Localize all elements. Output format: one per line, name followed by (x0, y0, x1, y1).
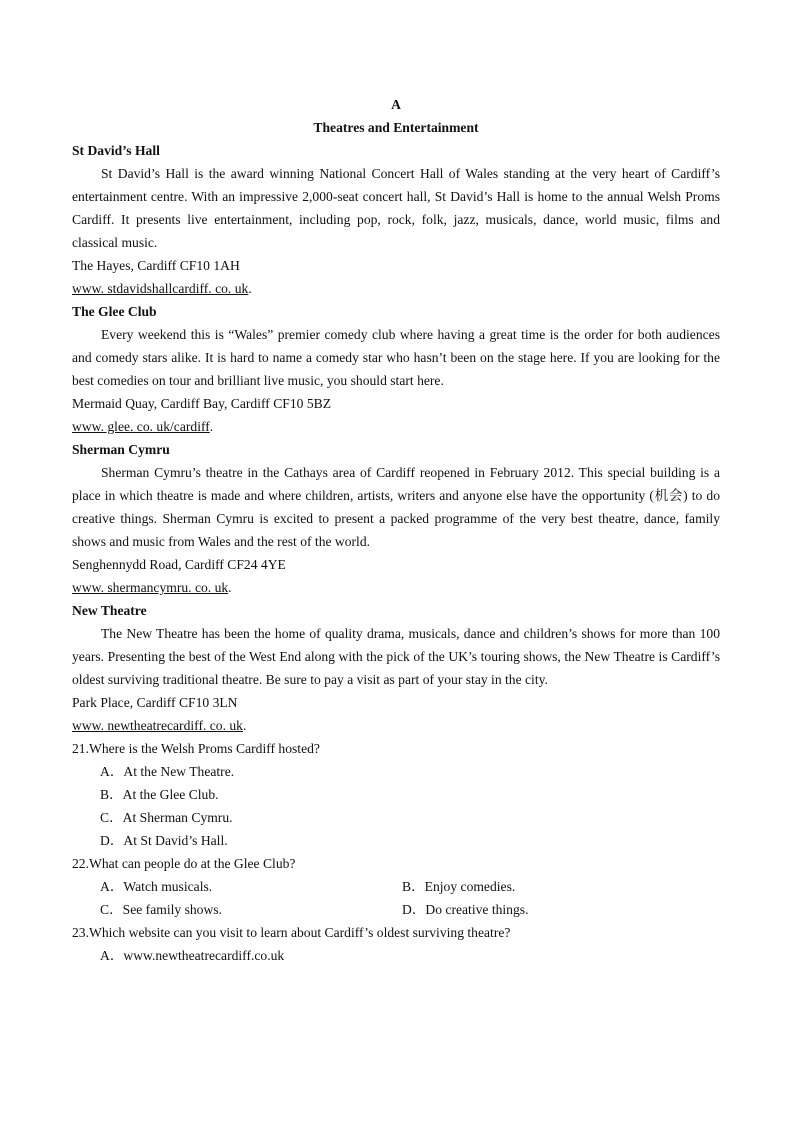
venue-address: Mermaid Quay, Cardiff Bay, Cardiff CF10 5BZ (72, 396, 331, 411)
venue-website-link[interactable]: www. glee. co. uk/cardiff (72, 419, 210, 434)
option-a[interactable]: A．www.newtheatrecardiff.co.uk (100, 948, 285, 963)
venue-website-link[interactable]: www. stdavidshallcardiff. co. uk (72, 281, 249, 296)
option-b[interactable]: B．At the Glee Club. (100, 787, 219, 802)
venue-address: Senghennydd Road, Cardiff CF24 4YE (72, 557, 286, 572)
question-stem: 21.Where is the Welsh Proms Cardiff hosted? (72, 741, 320, 756)
venue-description: The New Theatre has been the home of quality drama, musicals, dance and children’s shows for more than 100 years. Presenting the best of the West End along with the pick of the UK’s touring shows, the New Theatre is Cardiff’s oldest surviving traditional theatre. Be sure to pay a visit as part of your stay in the city. (72, 626, 720, 687)
venue-sherman-cymru: Sherman Cymru Sherman Cymru’s theatre in the Cathays area of Cardiff reopened in February 2012. This special building is a place in which theatre is made and where children, artists, writers and anyone else have the opportunity (机会) to do creative things. Sherman Cymru is excited to present a packed programme of the very best theatre, dance, family shows and music from Wales and the rest of the world. Senghennydd Road, Cardiff CF24 4YE www. shermancymru. co. uk. (72, 438, 720, 599)
venue-name: The Glee Club (72, 304, 157, 319)
venue-description: Every weekend this is “Wales” premier comedy club where having a great time is the order for both audiences and comedy stars alike. It is hard to name a comedy star who hasn’t been on the stage here. If you are looking for the best comedies on tour and brilliant live music, you should start here. (72, 327, 720, 388)
question-stem: 22.What can people do at the Glee Club? (72, 856, 296, 871)
option-a[interactable]: A．Watch musicals. (100, 879, 213, 894)
venue-address: The Hayes, Cardiff CF10 1AH (72, 258, 240, 273)
venue-glee-club: The Glee Club Every weekend this is “Wales” premier comedy club where having a great time is the order for both audiences and comedy stars alike. It is hard to name a comedy star who hasn’t been on the stage here. If you are looking for the best comedies on tour and brilliant live music, you should start here. Mermaid Quay, Cardiff Bay, Cardiff CF10 5BZ www. glee. co. uk/cardiff. (72, 300, 720, 438)
question-stem: 23.Which website can you visit to learn about Cardiff’s oldest surviving theatre? (72, 925, 511, 940)
venue-address: Park Place, Cardiff CF10 3LN (72, 695, 238, 710)
option-d[interactable]: D．Do creative things. (402, 902, 529, 917)
page-title: Theatres and Entertainment (313, 120, 479, 135)
venue-name: New Theatre (72, 603, 147, 618)
section-letter: A (391, 97, 401, 112)
question-21 (72, 737, 720, 852)
venue-st-davids-hall: St David’s Hall St David’s Hall is the award winning National Concert Hall of Wales standing at the very heart of Cardiff’s entertainment centre. With an impressive 2,000-seat concert hall, St David’s Hall is home to the annual Welsh Proms Cardiff. It presents live entertainment, including pop, rock, folk, jazz, musicals, dance, world music, films and classical music. The Hayes, Cardiff CF10 1AH www. stdavidshallcardiff. co. uk. (72, 139, 720, 300)
venue-description: St David’s Hall is the award winning National Concert Hall of Wales standing at the very heart of Cardiff’s entertainment centre. With an impressive 2,000-seat concert hall, St David’s Hall is home to the annual Welsh Proms Cardiff. It presents live entertainment, including pop, rock, folk, jazz, musicals, dance, world music, films and classical music. (72, 166, 720, 250)
option-c[interactable]: C．At Sherman Cymru. (100, 810, 233, 825)
venue-new-theatre: New Theatre The New Theatre has been the home of quality drama, musicals, dance and children’s shows for more than 100 years. Presenting the best of the West End along with the pick of the UK’s touring shows, the New Theatre is Cardiff’s oldest surviving traditional theatre. Be sure to pay a visit as part of your stay in the city. Park Place, Cardiff CF10 3LN www. newtheatrecardiff. co. uk. (72, 599, 720, 737)
venue-description: Sherman Cymru’s theatre in the Cathays area of Cardiff reopened in February 2012. This special building is a place in which theatre is made and where children, artists, writers and anyone else have the opportunity (机会) to do creative things. Sherman Cymru is excited to present a packed programme of the very best theatre, dance, family shows and music from Wales and the rest of the world. (72, 465, 720, 549)
document-content (72, 93, 720, 967)
venue-name: St David’s Hall (72, 143, 160, 158)
question-23 (72, 921, 720, 967)
option-a[interactable]: A．At the New Theatre. (100, 764, 235, 779)
venue-website-link[interactable]: www. shermancymru. co. uk (72, 580, 229, 595)
option-d[interactable]: D．At St David’s Hall. (100, 833, 228, 848)
venue-website-link[interactable]: www. newtheatrecardiff. co. uk (72, 718, 243, 733)
question-22 (72, 852, 720, 921)
option-b[interactable]: B．Enjoy comedies. (402, 879, 516, 894)
option-c[interactable]: C．See family shows. (100, 902, 222, 917)
venue-name: Sherman Cymru (72, 442, 170, 457)
